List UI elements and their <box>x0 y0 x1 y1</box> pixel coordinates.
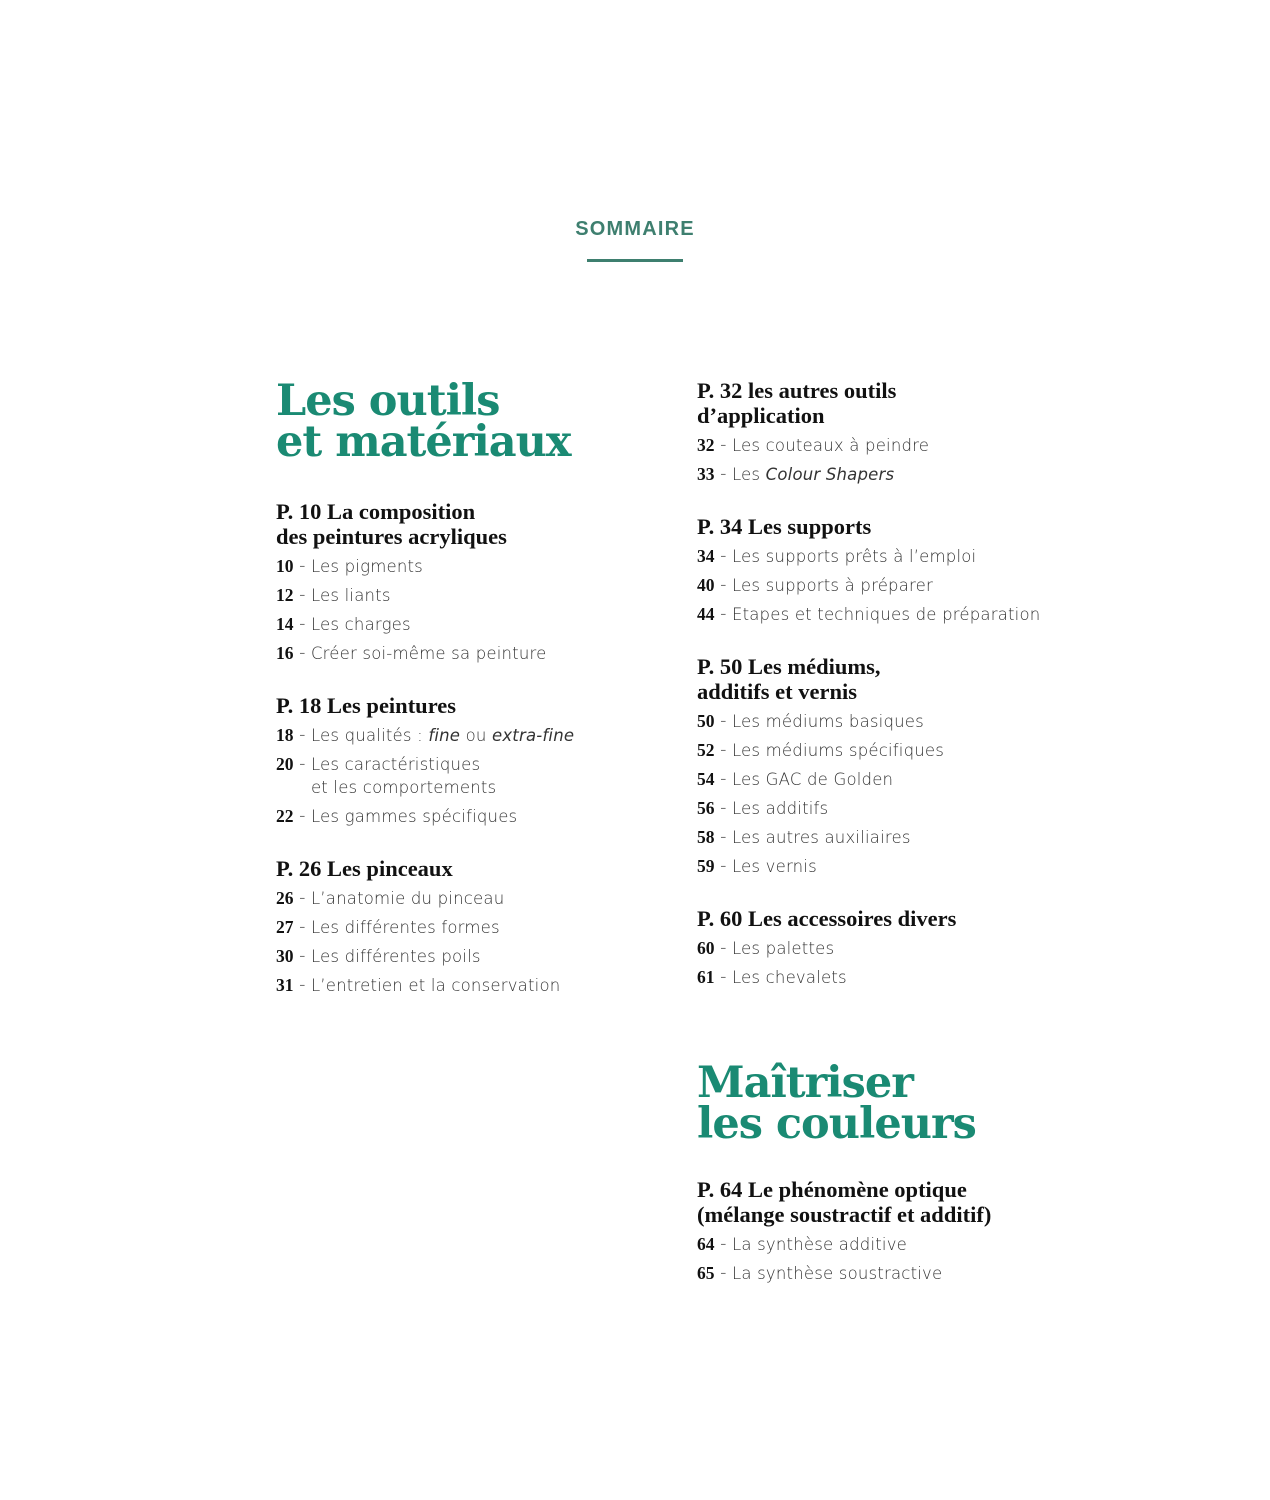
page-header <box>0 218 1270 262</box>
entry-label-part: Les qualités : <box>310 726 429 745</box>
section-title: P. 32 les autres outils d’application <box>697 378 897 428</box>
toc-column-right <box>697 378 1117 1313</box>
entry-page-number: 16 <box>276 643 294 663</box>
title-underline <box>587 259 683 262</box>
entry-page-number: 31 <box>276 975 294 995</box>
part-title <box>697 1058 1117 1149</box>
part-title-line: Les outils <box>276 376 500 426</box>
entry-page-number: 22 <box>276 806 294 826</box>
toc-entry[interactable] <box>697 574 1117 597</box>
toc-entry[interactable] <box>276 974 666 997</box>
toc-entry[interactable] <box>697 545 1117 568</box>
entry-label: Les gammes spécifiques <box>310 807 518 826</box>
entry-separator: - <box>714 604 732 624</box>
entry-separator: - <box>293 614 311 634</box>
toc-section <box>276 856 666 997</box>
entry-separator: - <box>714 546 732 566</box>
entry-label: Les autres auxiliaires <box>731 828 911 847</box>
entry-label: Etapes et techniques de préparation <box>731 605 1041 624</box>
toc-entry[interactable] <box>276 887 666 910</box>
toc-entry[interactable] <box>697 855 1117 878</box>
toc-entry[interactable] <box>697 739 1117 762</box>
toc-entry[interactable] <box>276 916 666 939</box>
entry-label <box>732 463 894 486</box>
entry-page-number: 65 <box>697 1263 715 1283</box>
entry-label <box>311 724 574 747</box>
section-title: P. 34 Les supports <box>697 514 872 539</box>
entry-page-number: 14 <box>276 614 294 634</box>
entry-page-number: 32 <box>697 435 715 455</box>
toc-entry[interactable] <box>697 434 1117 457</box>
toc-entry[interactable] <box>697 966 1117 989</box>
entry-label: Les médiums basiques <box>731 712 924 731</box>
entry-label: Créer soi-même sa peinture <box>310 644 547 663</box>
entry-page-number: 64 <box>697 1234 715 1254</box>
entry-page-number: 50 <box>697 711 715 731</box>
toc-entry[interactable] <box>697 826 1117 849</box>
section-title: P. 60 Les accessoires divers <box>697 906 957 931</box>
toc-entry[interactable] <box>697 1262 1117 1285</box>
toc-column-left <box>276 376 666 1025</box>
entry-separator: - <box>293 754 311 774</box>
entry-label: Les différentes poils <box>310 947 481 966</box>
page-title: SOMMAIRE <box>575 218 695 240</box>
entry-separator: - <box>714 464 732 484</box>
entry-label: Les supports prêts à l’emploi <box>731 547 977 566</box>
entry-separator: - <box>293 975 311 995</box>
entry-label-emphasis: extra-fine <box>491 726 575 745</box>
entry-page-number: 18 <box>276 725 294 745</box>
entry-page-number: 56 <box>697 798 715 818</box>
part-title-line: et matériaux <box>276 417 571 467</box>
entry-separator: - <box>714 856 732 876</box>
toc-entry[interactable] <box>697 768 1117 791</box>
entry-label: L’anatomie du pinceau <box>310 889 505 908</box>
entry-separator: - <box>293 556 311 576</box>
entry-page-number: 10 <box>276 556 294 576</box>
entry-separator: - <box>714 1263 732 1283</box>
entry-label: Les médiums spécifiques <box>731 741 945 760</box>
part-title-line: les couleurs <box>697 1099 976 1149</box>
entry-label: Les charges <box>310 615 411 634</box>
toc-section <box>276 693 666 828</box>
entry-label: Les GAC de Golden <box>731 770 894 789</box>
entry-page-number: 30 <box>276 946 294 966</box>
section-title: P. 18 Les peintures <box>276 693 457 718</box>
entry-separator: - <box>714 1234 732 1254</box>
entry-page-number: 20 <box>276 754 294 774</box>
entry-label-emphasis: Colour Shapers <box>765 465 895 484</box>
entry-label: La synthèse additive <box>731 1235 908 1254</box>
toc-entry[interactable] <box>697 797 1117 820</box>
toc-section <box>697 514 1117 626</box>
toc-section <box>697 906 1117 989</box>
toc-section <box>276 499 666 665</box>
entry-separator: - <box>714 938 732 958</box>
toc-entry[interactable] <box>697 1233 1117 1256</box>
entry-page-number: 52 <box>697 740 715 760</box>
entry-separator: - <box>293 888 311 908</box>
toc-entry[interactable] <box>276 642 666 665</box>
toc-section <box>697 378 1117 486</box>
entry-label: Les pigments <box>310 557 423 576</box>
toc-entry[interactable] <box>276 584 666 607</box>
section-title: P. 10 La composition des peintures acryliques <box>276 499 507 549</box>
entry-label-part: Les <box>731 465 766 484</box>
entry-page-number: 40 <box>697 575 715 595</box>
entry-label-emphasis: fine <box>428 726 461 745</box>
toc-entry[interactable] <box>276 945 666 968</box>
toc-section <box>697 1177 1117 1285</box>
entry-separator: - <box>714 435 732 455</box>
entry-separator: - <box>714 967 732 987</box>
entry-separator: - <box>293 946 311 966</box>
entry-label: Les vernis <box>731 857 817 876</box>
toc-entry[interactable] <box>276 613 666 636</box>
toc-entry[interactable] <box>276 555 666 578</box>
entry-page-number: 34 <box>697 546 715 566</box>
entry-label: Les caractéristiques et les comportements <box>310 755 497 797</box>
entry-label-part: ou <box>460 726 492 745</box>
entry-label: Les différentes formes <box>310 918 500 937</box>
entry-separator: - <box>293 585 311 605</box>
entry-page-number: 60 <box>697 938 715 958</box>
part-title <box>276 376 666 467</box>
entry-label: La synthèse soustractive <box>731 1264 943 1283</box>
entry-label: Les couteaux à peindre <box>731 436 930 455</box>
toc-section <box>697 654 1117 878</box>
entry-label: Les supports à préparer <box>731 576 933 595</box>
toc-entry[interactable] <box>697 937 1117 960</box>
entry-page-number: 26 <box>276 888 294 908</box>
toc-entry[interactable] <box>276 805 666 828</box>
section-title: P. 50 Les médiums, additifs et vernis <box>697 654 881 704</box>
entry-separator: - <box>714 769 732 789</box>
entry-separator: - <box>293 725 311 745</box>
entry-label: Les liants <box>310 586 391 605</box>
section-title: P. 26 Les pinceaux <box>276 856 453 881</box>
toc-entry[interactable] <box>276 753 666 799</box>
entry-separator: - <box>714 575 732 595</box>
section-title: P. 64 Le phénomène optique (mélange soustractif et additif) <box>697 1177 992 1227</box>
entry-label: L’entretien et la conservation <box>310 976 561 995</box>
entry-separator: - <box>714 798 732 818</box>
toc-entry[interactable] <box>697 603 1117 626</box>
entry-page-number: 27 <box>276 917 294 937</box>
entry-separator: - <box>293 806 311 826</box>
entry-separator: - <box>714 711 732 731</box>
entry-separator: - <box>714 827 732 847</box>
entry-page-number: 61 <box>697 967 715 987</box>
entry-page-number: 54 <box>697 769 715 789</box>
toc-entry[interactable] <box>276 724 666 747</box>
toc-entry[interactable] <box>697 463 1117 486</box>
entry-page-number: 12 <box>276 585 294 605</box>
entry-page-number: 58 <box>697 827 715 847</box>
entry-page-number: 44 <box>697 604 715 624</box>
entry-separator: - <box>714 740 732 760</box>
entry-label: Les additifs <box>731 799 829 818</box>
entry-separator: - <box>293 917 311 937</box>
entry-page-number: 33 <box>697 464 715 484</box>
toc-entry[interactable] <box>697 710 1117 733</box>
part-title-line: Maîtriser <box>697 1058 913 1108</box>
entry-label: Les chevalets <box>731 968 847 987</box>
entry-page-number: 59 <box>697 856 715 876</box>
entry-separator: - <box>293 643 311 663</box>
entry-label: Les palettes <box>731 939 835 958</box>
